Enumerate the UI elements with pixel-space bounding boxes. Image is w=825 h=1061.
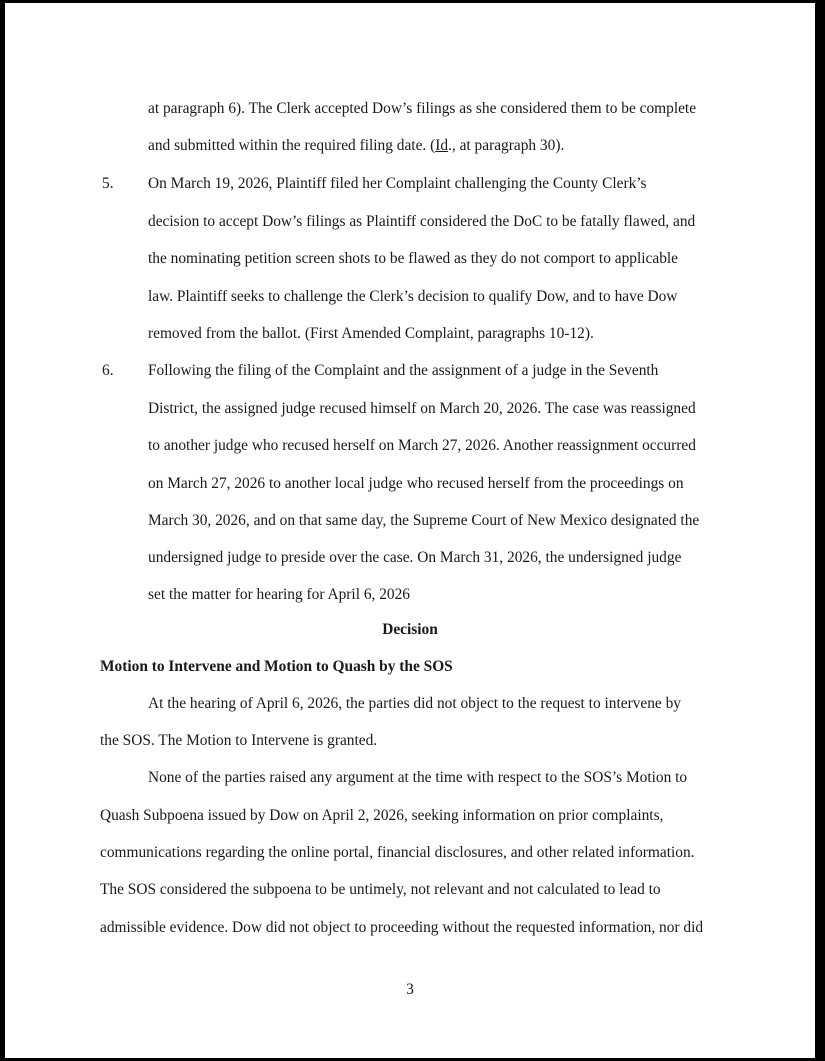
document-page: [5, 3, 815, 1058]
text-line: admissible evidence. Dow did not object to proceeding without the requested information, nor did: [100, 919, 704, 936]
citation-id: Id: [435, 137, 449, 154]
item-number: 6.: [102, 362, 114, 379]
text-line: On March 19, 2026, Plaintiff filed her Complaint challenging the County Clerk’s: [148, 175, 647, 192]
item-number: 5.: [102, 175, 114, 192]
text-span: ., at paragraph 30).: [448, 137, 565, 154]
text-line: at paragraph 6). The Clerk accepted Dow’s filings as she considered them to be complete: [148, 100, 697, 117]
text-line: At the hearing of April 6, 2026, the parties did not object to the request to intervene by: [148, 695, 681, 712]
page-number: 3: [406, 981, 414, 998]
text-line: [148, 137, 564, 155]
text-line: District, the assigned judge recused himself on March 20, 2026. The case was reassigned: [148, 400, 696, 417]
text-line: undersigned judge to preside over the case. On March 31, 2026, the undersigned judge: [148, 549, 682, 566]
text-line: The SOS considered the subpoena to be untimely, not relevant and not calculated to lead to: [100, 881, 661, 898]
text-line: March 30, 2026, and on that same day, the Supreme Court of New Mexico designated the: [148, 512, 700, 529]
text-line: Quash Subpoena issued by Dow on April 2, 2026, seeking information on prior complaints,: [100, 807, 664, 824]
text-line: on March 27, 2026 to another local judge who recused herself from the proceedings on: [148, 475, 684, 492]
text-line: the SOS. The Motion to Intervene is granted.: [100, 732, 378, 749]
subheading: Motion to Intervene and Motion to Quash by the SOS: [100, 658, 453, 675]
text-line: removed from the ballot. (First Amended Complaint, paragraphs 10-12).: [148, 325, 594, 342]
section-heading: Decision: [382, 621, 438, 638]
text-span: and submitted within the required filing date. (: [148, 137, 436, 154]
text-line: law. Plaintiff seeks to challenge the Clerk’s decision to qualify Dow, and to have Dow: [148, 288, 678, 305]
text-line: None of the parties raised any argument at the time with respect to the SOS’s Motion to: [148, 769, 688, 786]
text-line: Following the filing of the Complaint and the assignment of a judge in the Seventh: [148, 362, 659, 379]
text-line: the nominating petition screen shots to be flawed as they do not comport to applicable: [148, 250, 678, 267]
text-line: communications regarding the online portal, financial disclosures, and other related information.: [100, 844, 695, 861]
text-line: decision to accept Dow’s filings as Plaintiff considered the DoC to be fatally flawed, and: [148, 213, 696, 230]
text-line: to another judge who recused herself on March 27, 2026. Another reassignment occurred: [148, 437, 696, 454]
text-line: set the matter for hearing for April 6, 2026: [148, 586, 410, 603]
